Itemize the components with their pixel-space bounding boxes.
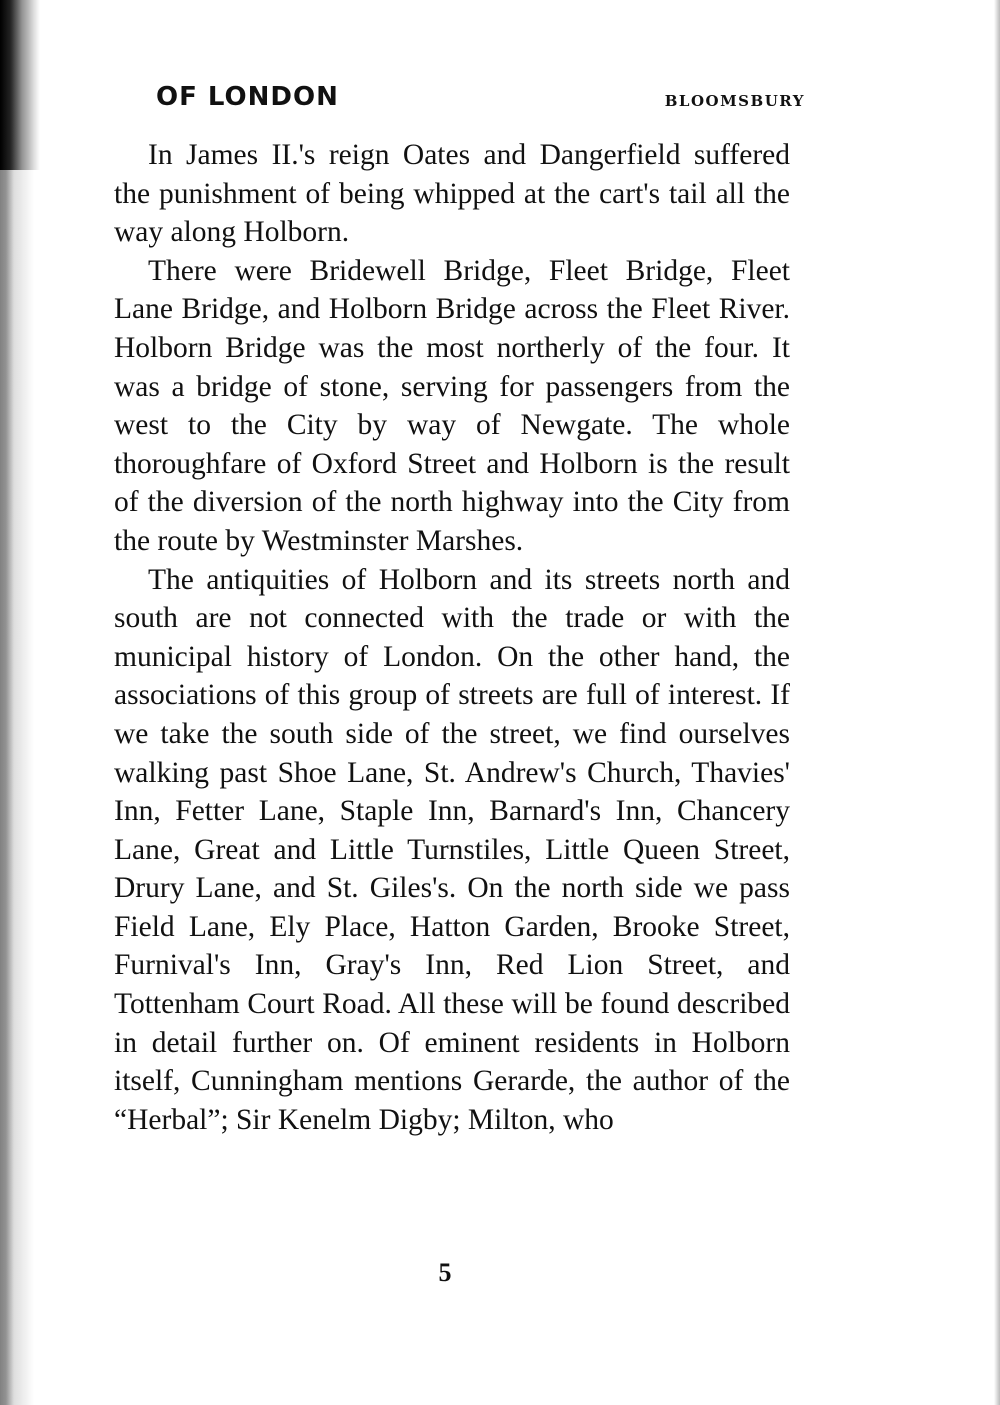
page-binding-shadow	[0, 0, 34, 1405]
running-head-section: BLOOMSBURY	[664, 92, 805, 110]
paragraph-2: There were Bridewell Bridge, Fleet Bridge, Fleet Lane Bridge, and Holborn Bridge across the Fleet River. Holborn Bridge was the most northerly of the four. It was a bridge of stone, serving for passengers from the west to the City by way of Newgate. The whole thoroughfare of Oxford Street and Holborn is the result of the diversion of the north highway into the City from the route by Westminster Marshes.	[114, 254, 790, 557]
page-corner-shadow	[0, 0, 40, 170]
running-head	[156, 82, 805, 122]
running-head-title: OF LONDON	[156, 82, 339, 112]
paragraph-1: In James II.'s reign Oates and Dangerfield suffered the punishment of being whipped at the cart's tail all the way along Holborn.	[114, 139, 790, 249]
page-edge-shadow	[994, 0, 1000, 1405]
body-text	[114, 136, 790, 1139]
paragraph-3: The antiquities of Holborn and its streets north and south are not connected with the trade or with the municipal history of London. On the other hand, the associations of this group of streets are full of interest. If we take the south side of the street, we find ourselves walking past Shoe Lane, St. Andrew's Church, Thavies' Inn, Fetter Lane, Staple Inn, Barnard's Inn, Chancery Lane, Great and Little Turnstiles, Little Queen Street, Drury Lane, and St. Giles's. On the north side we pass Field Lane, Ely Place, Hatton Garden, Brooke Street, Furnival's Inn, Gray's Inn, Red Lion Street, and Tottenham Court Road. All these will be found described in detail further on. Of eminent residents in Holborn itself, Cunningham mentions Gerarde, the author of the “Herbal”; Sir Kenelm Digby; Milton, who	[114, 563, 790, 1136]
page-number: 5	[438, 1258, 452, 1287]
